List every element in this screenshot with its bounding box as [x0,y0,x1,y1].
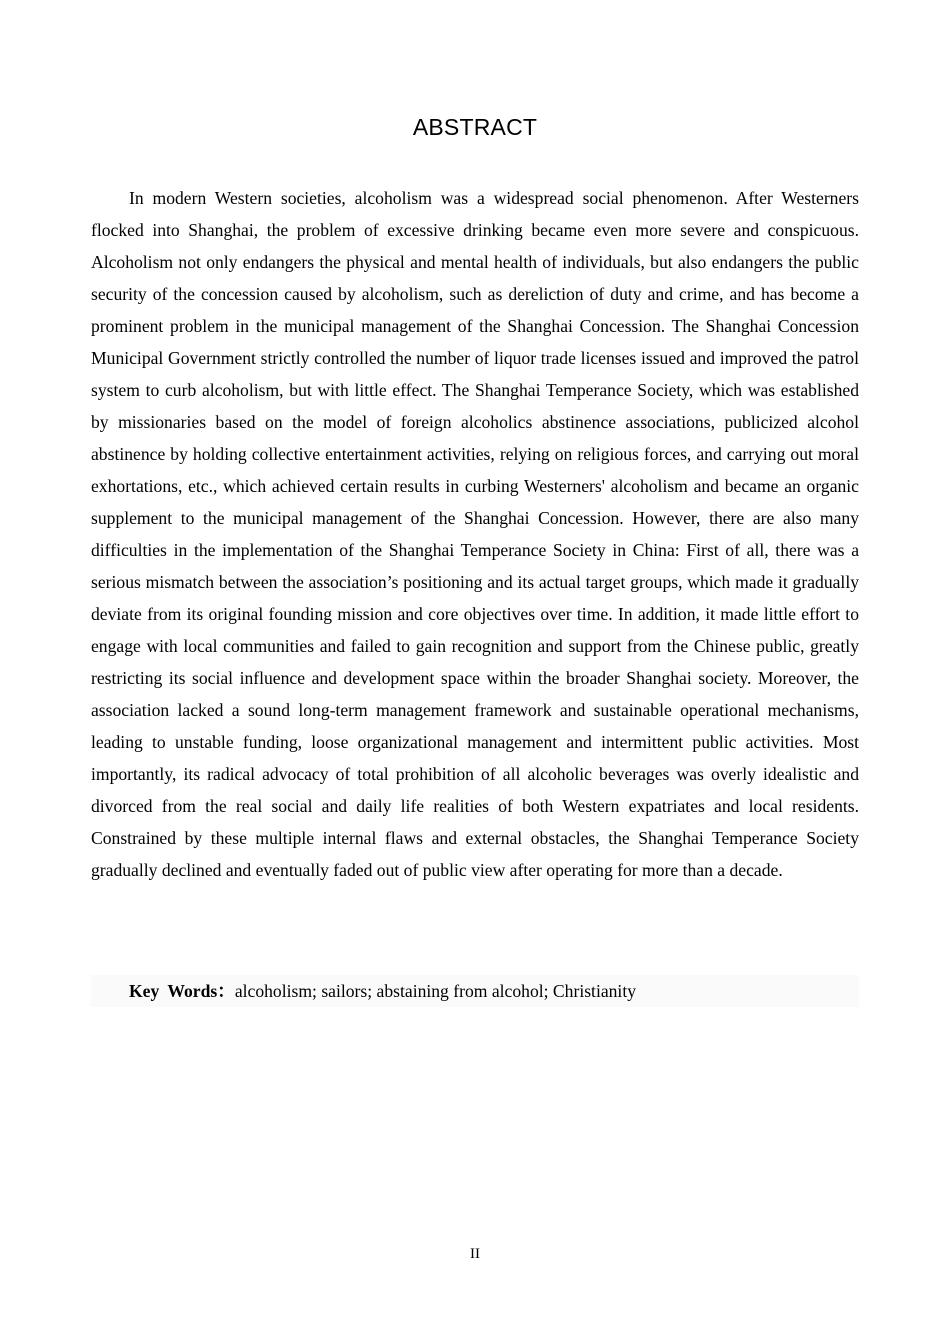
keywords-label: Key Words： [129,981,235,1001]
keywords-value: alcoholism; sailors; abstaining from alcohol; Christianity [234,981,637,1001]
page-number: II [470,1246,480,1262]
keywords-content [91,975,859,1007]
keywords-line [91,975,859,1007]
abstract-body: In modern Western societies, alcoholism was a widespread social phenomenon. After Westerners flocked into Shanghai, the problem of excessive drinking became even more severe and conspicuous. Alcoholism not only endangers the physical and mental health of individuals, but also endangers the public security of the concession caused by alcoholism, such as dereliction of duty and crime, and has become a prominent problem in the municipal management of the Shanghai Concession. The Shanghai Concession Municipal Government strictly controlled the number of liquor trade licenses issued and improved the patrol system to curb alcoholism, but with little effect. The Shanghai Temperance Society, which was established by missionaries based on the model of foreign alcoholics abstinence associations, publicized alcohol abstinence by holding collective entertainment activities, relying on religious forces, and carrying out moral exhortations, etc., which achieved certain results in curbing Westerners' alcoholism and became an organic supplement to the municipal management of the Shanghai Concession. However, there are also many difficulties in the implementation of the Shanghai Temperance Society in China: First of all, there was a serious mismatch between the association’s positioning and its actual target groups, which made it gradually deviate from its original founding mission and core objectives over time. In addition, it made little effort to engage with local communities and failed to gain recognition and support from the Chinese public, greatly restricting its social influence and development space within the broader Shanghai society. Moreover, the association lacked a sound long-term management framework and sustainable operational mechanisms, leading to unstable funding, loose organizational management and intermittent public activities. Most importantly, its radical advocacy of total prohibition of all alcoholic beverages was overly idealistic and divorced from the real social and daily life realities of both Western expatriates and local residents. Constrained by these multiple internal flaws and external obstacles, the Shanghai Temperance Society gradually declined and eventually faded out of public view after operating for more than a decade. [91,188,859,880]
abstract-title: ABSTRACT [412,114,538,140]
